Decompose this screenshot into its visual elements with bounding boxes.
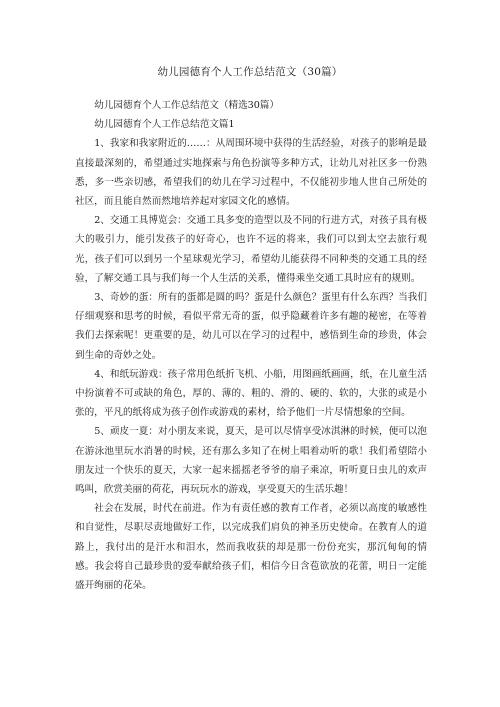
paragraph: 3、奇妙的蛋：所有的蛋都是圆的吗？蛋是什么颜色？蛋里有什么东西？当我们仔细观察和思考的时候，看似平常无奇的蛋，似乎隐藏着许多有趣的秘密，在等着我们去探索呢！更重要的是，幼儿可以在学习的过程中，感悟到生命的珍贵，体会到生命的奇妙之处。	[75, 292, 427, 361]
paragraph: 社会在发展，时代在前进。作为有责任感的教育工作者，必须以高度的敏感性和自觉性，尽职尽责地做好工作，以完成我们肩负的神圣历史使命。在教育人的道路上，我付出的是汗水和泪水，然而我收获的却是那一份份充实，那沉甸甸的情感。我会将自己最珍贵的爱奉献给孩子们，相信今日含苞欲放的花蕾，明日一定能盛开绚丽的花朵。	[75, 503, 427, 592]
document-title: 幼儿园德育个人工作总结范文（30篇）	[157, 66, 343, 78]
paragraph: 4、和纸玩游戏：孩子常用色纸折飞机、小船，用图画纸画画，纸，在儿童生活中扮演着不可或缺的角色，厚的、薄的、粗的、滑的、硬的、软的，大张的或是小张的，平凡的纸将成为孩子创作或游戏的素材，给予他们一片尽情想象的空间。	[75, 368, 427, 419]
paragraph: 5、顽皮一夏：对小朋友来说，夏天，是可以尽情享受冰淇淋的时候，便可以泡在游泳池里玩水消暑的时候，还有那么多知了在树上唱着动听的歌！我们希望陪小朋友过一个快乐的夏天，大家一起来摇摇老爷爷的扇子乘凉，听听夏日虫儿的欢声鸣叫，欣赏美丽的荷花，再玩玩水的游戏，享受夏天的生活乐趣！	[75, 426, 427, 496]
paragraph: 2、交通工具博览会：交通工具多变的造型以及不同的行进方式，对孩子具有极大的吸引力，能引发孩子的好奇心，也许不远的将来，我们可以到太空去旅行观光，孩子们可以到另一个星球观光学习，希望幼儿能获得不同种类的交通工具的经验，了解交通工具与我们每一个人生活的关系，懂得乘坐交通工具时应有的规则。	[75, 215, 427, 284]
document-subtitle: 幼儿园德育个人工作总结范文（精选30篇）	[94, 100, 280, 111]
document-body	[75, 96, 427, 595]
section-heading: 幼儿园德育个人工作总结范文篇1	[94, 119, 235, 131]
paragraph: 1、我家和我家附近的……：从周围环境中获得的生活经验，对孩子的影响是最直接最深刻的，希望通过实地探索与角色扮演等多种方式，让幼儿对社区多一份熟悉，多一些亲切感，希望我们的幼儿在学习过程中，不仅能初步地人世自己所处的社区，而且能自然而然地培养起对家园文化的感情。	[75, 138, 427, 208]
